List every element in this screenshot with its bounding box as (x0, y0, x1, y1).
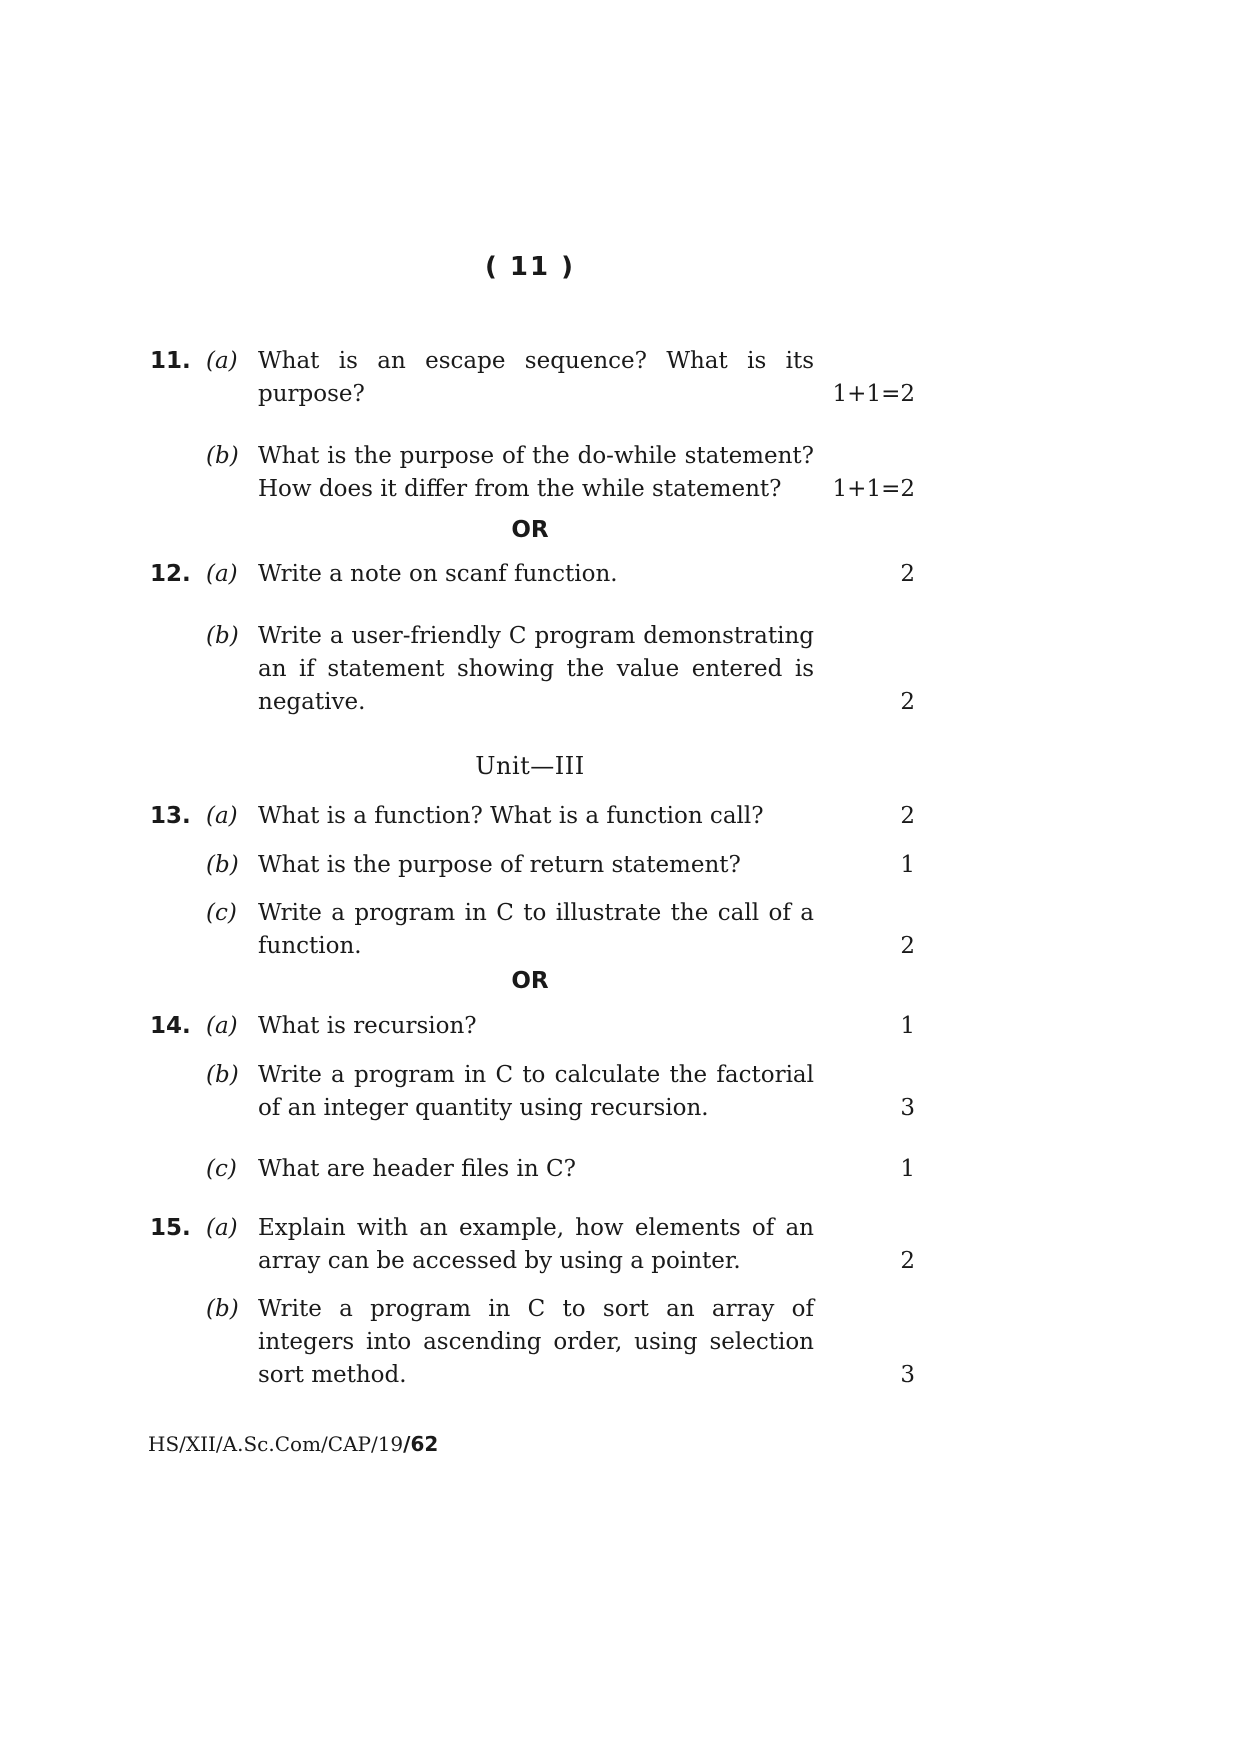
part-label: (b) (206, 623, 239, 649)
question-13c (150, 897, 915, 963)
question-14c (150, 1153, 915, 1186)
part-label: (a) (206, 348, 238, 374)
part-label: (c) (206, 1156, 237, 1182)
or-label: OR (511, 517, 549, 543)
part-label: (b) (206, 1296, 239, 1322)
question-text: Explain with an example, how elements of an array can be accessed by using a pointer. (258, 1215, 814, 1274)
question-number: 14. (150, 1013, 191, 1039)
part-label: (a) (206, 1215, 238, 1241)
question-number: 12. (150, 561, 191, 587)
question-11b (150, 440, 915, 506)
question-text: Write a user-friendly C program demonstrating an if statement showing the value entered is negative. (258, 623, 814, 715)
marks: 1+1=2 (832, 381, 915, 407)
part-label: (c) (206, 900, 237, 926)
question-text: Write a program in C to sort an array of integers into ascending order, using selection sort method. (258, 1296, 814, 1388)
marks: 3 (900, 1362, 915, 1388)
marks: 2 (900, 933, 915, 959)
marks: 1 (900, 852, 915, 878)
question-14a (150, 1010, 915, 1043)
part-label: (a) (206, 561, 238, 587)
question-text: What is recursion? (258, 1013, 477, 1039)
question-11a (150, 345, 915, 411)
question-text: Write a note on scanf function. (258, 561, 618, 587)
part-label: (b) (206, 1062, 239, 1088)
question-text: What is the purpose of return statement? (258, 852, 741, 878)
footer-code-text: HS/XII/A.Sc.Com/CAP/19 (148, 1432, 404, 1456)
part-label: (b) (206, 852, 239, 878)
part-label: (a) (206, 803, 238, 829)
question-text: Write a program in C to calculate the factorial of an integer quantity using recursion. (258, 1062, 814, 1121)
marks: 2 (900, 803, 915, 829)
question-14b (150, 1059, 915, 1125)
or-label: OR (511, 968, 549, 994)
question-12b (150, 620, 915, 719)
question-text: Write a program in C to illustrate the call of a function. (258, 900, 814, 959)
marks: 2 (900, 1248, 915, 1274)
marks: 3 (900, 1095, 915, 1121)
marks: 2 (900, 561, 915, 587)
question-15b (150, 1293, 915, 1392)
question-number: 15. (150, 1215, 191, 1241)
question-12a (150, 558, 915, 591)
question-number: 11. (150, 348, 191, 374)
marks: 1 (900, 1013, 915, 1039)
question-number: 13. (150, 803, 191, 829)
footer-code-suffix: /62 (403, 1432, 439, 1456)
part-label: (b) (206, 443, 239, 469)
marks: 1 (900, 1156, 915, 1182)
question-text: What is the purpose of the do-while statement? How does it differ from the while statement? (258, 443, 814, 502)
question-13b (150, 849, 915, 882)
question-text: What are header files in C? (258, 1156, 576, 1182)
marks: 2 (900, 689, 915, 715)
question-13a (150, 800, 915, 833)
footer-code (148, 1432, 438, 1456)
question-text: What is a function? What is a function call? (258, 803, 764, 829)
part-label: (a) (206, 1013, 238, 1039)
page-number: ( 11 ) (484, 252, 576, 282)
question-15a (150, 1212, 915, 1278)
unit-heading: Unit—III (475, 752, 585, 780)
marks: 1+1=2 (832, 476, 915, 502)
question-text: What is an escape sequence? What is its purpose? (258, 348, 814, 407)
